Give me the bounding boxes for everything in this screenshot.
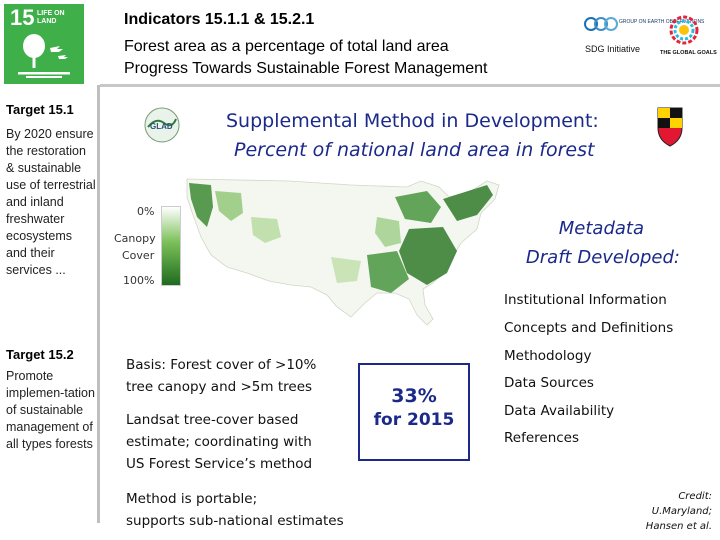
headline-line1: Supplemental Method in Development:	[226, 110, 599, 132]
basis-item-1	[126, 354, 366, 398]
basis-item-1-line1: Basis: Forest cover of >10%	[126, 357, 317, 373]
us-forest-cover-map	[181, 177, 505, 329]
geo-logo-icon	[583, 14, 705, 44]
stat-value: 33%	[391, 385, 437, 407]
sidebar-divider	[97, 85, 100, 523]
metadata-heading-line2: Draft Developed:	[525, 247, 680, 268]
metadata-item: Institutional Information	[504, 292, 667, 308]
legend-title-line1: Canopy	[114, 232, 156, 245]
canopy-cover-gradient	[161, 206, 181, 286]
sdg-initiative-label: SDG Initiative	[585, 44, 641, 54]
credit-line3: Hansen et al.	[645, 521, 712, 532]
stat-label: for 2015	[373, 410, 455, 430]
metadata-item: References	[504, 430, 580, 446]
target-15-1-heading: Target 15.1	[6, 102, 74, 117]
headline-line2: Percent of national land area in forest	[234, 139, 595, 161]
basis-item-2-line3: US Forest Service’s method	[126, 456, 313, 472]
metadata-heading-line1: Metadata	[558, 218, 644, 239]
global-goals-logo-icon	[656, 14, 716, 62]
metadata-item: Data Availability	[504, 403, 615, 419]
glad-text: GLAD	[150, 122, 173, 131]
credit-line1: Credit:	[678, 491, 712, 502]
forest-percent-stat-box	[358, 363, 470, 461]
tree-icon	[14, 32, 74, 80]
page-title: Indicators 15.1.1 & 15.2.1	[124, 11, 315, 28]
sdg15-icon	[4, 4, 84, 84]
legend-min-label: 0%	[137, 205, 155, 218]
basis-item-3-line2: supports sub-national estimates	[126, 513, 344, 529]
credit-line2: U.Maryland;	[651, 506, 712, 517]
metadata-item: Concepts and Definitions	[504, 320, 674, 336]
geo-logo-text: GROUP ON EARTH OBSERVATIONS	[619, 19, 705, 25]
basis-item-3	[126, 488, 366, 532]
target-15-1-text: By 2020 ensure the restoration & sustainable use of terrestrial and inland freshwater ecosystems and their services ...	[6, 127, 96, 277]
sdg-number: 15	[10, 5, 35, 30]
basis-item-2	[126, 409, 366, 475]
global-goals-text: THE GLOBAL GOALS	[660, 50, 717, 56]
umd-seal-icon	[644, 104, 696, 150]
sdg-title: LIFE ON LAND	[37, 10, 65, 25]
glad-logo-icon	[138, 105, 186, 145]
metadata-item: Data Sources	[504, 375, 594, 391]
basis-item-3-line1: Method is portable;	[126, 491, 258, 507]
header-divider	[100, 84, 720, 87]
basis-item-2-line2: estimate; coordinating with	[126, 434, 312, 450]
legend-title-line2: Cover	[122, 249, 155, 262]
target-15-2-text: Promote implemen-tation of sustainable management of all types forests	[6, 369, 95, 451]
subtitle-line1: Forest area as a percentage of total land area	[124, 38, 449, 55]
metadata-item: Methodology	[504, 348, 592, 364]
basis-item-2-line1: Landsat tree-cover based	[126, 412, 299, 428]
target-15-2-heading: Target 15.2	[6, 347, 74, 362]
subtitle-line2: Progress Towards Sustainable Forest Management	[124, 60, 488, 77]
legend-max-label: 100%	[123, 274, 155, 287]
basis-item-1-line2: tree canopy and >5m trees	[126, 379, 313, 395]
